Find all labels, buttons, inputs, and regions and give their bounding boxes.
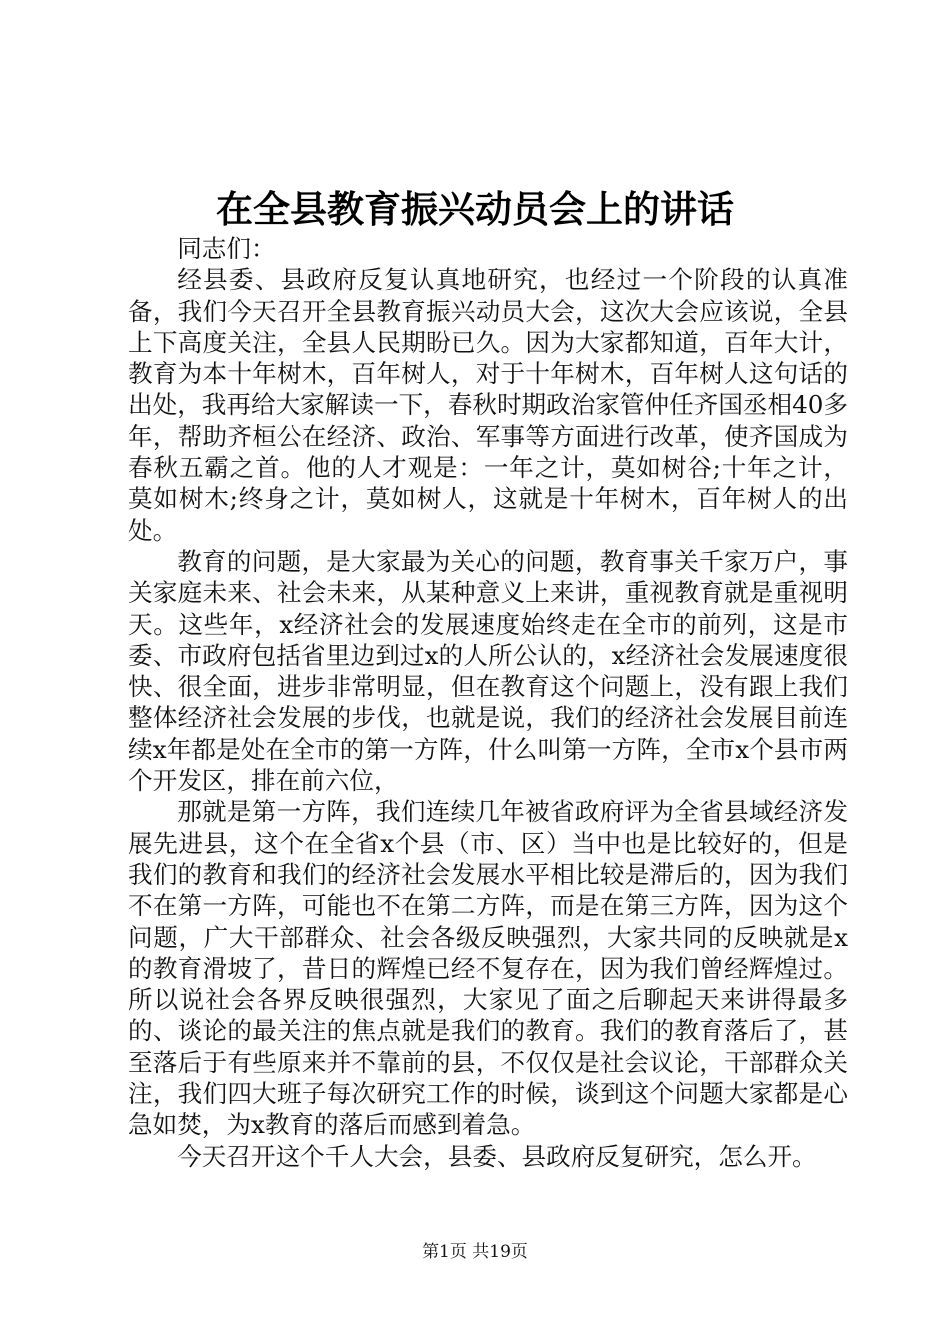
paragraph-2: 教育的问题，是大家最为关心的问题，教育事关千家万户，事关家庭未来、社会未来，从某种意义上来讲，重视教育就是重视明天。这些年，x经济社会的发展速度始终走在全市的前列，这是市委、市政府包括省里边到过x的人所公认的，x经济社会发展速度很快、很全面，进步非常明显，但在教育这个问题上，没有跟上我们整体经济社会发展的步伐，也就是说，我们的经济社会发展目前连续x年都是处在全市的第一方阵，什么叫第一方阵，全市x个县市两个开发区，排在前六位， — [128, 546, 848, 796]
document-body — [128, 233, 848, 1172]
paragraph-3: 那就是第一方阵，我们连续几年被省政府评为全省县域经济发展先进县，这个在全省x个县（市、区）当中也是比较好的，但是我们的教育和我们的经济社会发展水平相比较是滞后的，因为我们不在第一方阵，可能也不在第二方阵，而是在第三方阵，因为这个问题，广大干部群众、社会各级反映强烈，大家共同的反映就是x的教育滑坡了，昔日的辉煌已经不复存在，因为我们曾经辉煌过。所以说社会各界反映很强烈，大家见了面之后聊起天来讲得最多的、谈论的最关注的焦点就是我们的教育。我们的教育落后了，甚至落后于有些原来并不靠前的县，不仅仅是社会议论，干部群众关注，我们四大班子每次研究工作的时候，谈到这个问题大家都是心急如焚，为x教育的落后而感到着急。 — [128, 797, 848, 1140]
document-title: 在全县教育振兴动员会上的讲话 — [216, 187, 734, 231]
page-footer: 第1页 共19页 — [422, 1242, 528, 1262]
paragraph-4: 今天召开这个千人大会，县委、县政府反复研究，怎么开。 — [177, 1141, 817, 1171]
salutation: 同志们： — [177, 234, 276, 263]
paragraph-1: 经县委、县政府反复认真地研究，也经过一个阶段的认真准备，我们今天召开全县教育振兴动员大会，这次大会应该说，全县上下高度关注，全县人民期盼已久。因为大家都知道，百年大计，教育为本十年树木，百年树人，对于十年树木，百年树人这句话的出处，我再给大家解读一下，春秋时期政治家管仲任齐国丞相40多年，帮助齐桓公在经济、政治、军事等方面进行改革，使齐国成为春秋五霸之首。他的人才观是：一年之计，莫如树谷;十年之计，莫如树木;终身之计，莫如树人，这就是十年树木，百年树人的出处。 — [128, 265, 848, 545]
